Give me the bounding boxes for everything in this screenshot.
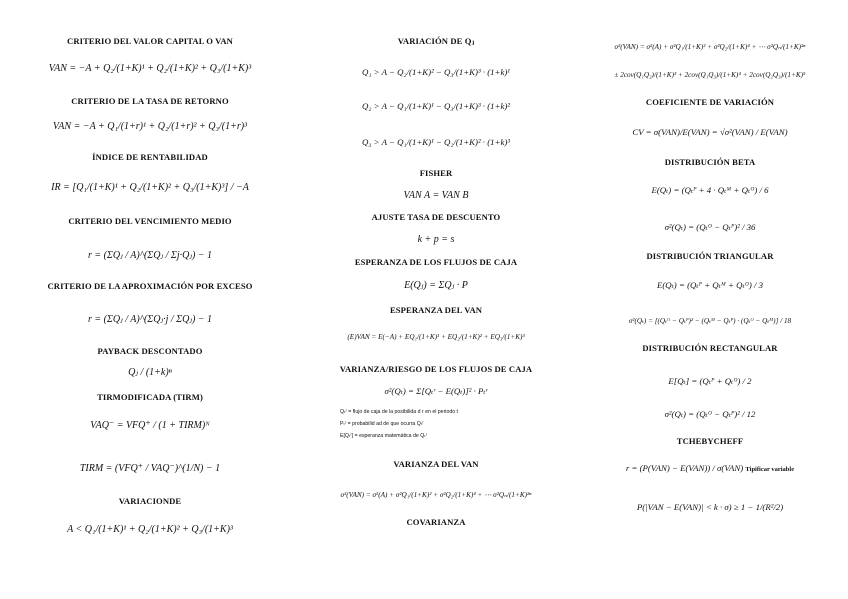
- formula-esperanza-flujos: E(Qⱼ) = ΣQⱼ · P: [404, 280, 468, 291]
- heading-van: CRITERIO DEL VALOR CAPITAL O VAN: [67, 36, 233, 46]
- heading-vencimiento-medio: CRITERIO DEL VENCIMIENTO MEDIO: [68, 216, 232, 226]
- heading-varianza-van: VARIANZA DEL VAN: [393, 459, 479, 469]
- formula-coeficiente-variacion: CV = σ(VAN)/E(VAN) = √σ²(VAN) / E(VAN): [632, 127, 788, 137]
- formula-covarianza-1: σ²(VAN) = σ²(A) + σ²Q₁/(1+K)² + σ²Q₂/(1+K)⁴ + ⋯ σ²Qₙ/(1+K)²ⁿ: [614, 43, 806, 51]
- heading-tchebycheff: TCHEBYCHEFF: [676, 436, 744, 446]
- formula-fisher: VAN A = VAN B: [403, 190, 469, 201]
- heading-indice-rentabilidad: ÍNDICE DE RENTABILIDAD: [92, 152, 208, 162]
- formula-rectangular-varianza: σ²(Qₜ) = (Qₜᴼ − Qₜᴾ)² / 12: [664, 409, 756, 419]
- formula-tchebycheff-tipificar: [572, 463, 848, 473]
- heading-aproximacion-exceso: CRITERIO DE LA APROXIMACIÓN POR EXCESO: [47, 281, 253, 291]
- heading-varianza-flujos: VARIANZA/RIESGO DE LOS FLUJOS DE CAJA: [339, 364, 533, 374]
- formula-varianza-van: σ²(VAN) = σ²(A) + σ²Q₁/(1+K)² + σ²Q₂/(1+K)⁴ + ⋯ σ²Qₙ/(1+K)²ⁿ: [340, 491, 532, 499]
- heading-coeficiente-variacion: COEFICIENTE DE VARIACIÓN: [645, 97, 775, 107]
- note-esperanza: E[Qₜʳ] = esperanza matemática de Qₜʳ: [340, 433, 428, 439]
- formula-tasa-retorno: VAN = −A + Q₁/(1+r)¹ + Q₂/(1+r)² + Q₃/(1+r)³: [52, 121, 248, 132]
- formula-beta-esperanza: E(Qₜ) = (Qₜᴾ + 4 · Qₜᴹ + Qₜᴼ) / 6: [651, 185, 769, 195]
- formula-covarianza-2: ± 2cov(Q₁Q₂)/(1+K)³ + 2cov(Q₁Q₃)/(1+K)⁴ + 2cov(Q₂Q₃)/(1+K)⁵: [614, 71, 806, 79]
- formula-esperanza-van: (E)VAN = E(−A) + EQ₁/(1+K)¹ + EQ₂/(1+K)² + EQ₃/(1+K)³: [347, 333, 525, 341]
- note-flujo-caja: Qₜʳ = flujo de caja de la posibilida d r en el periodo t: [340, 409, 458, 415]
- heading-distribucion-rectangular: DISTRIBUCIÓN RECTANGULAR: [642, 343, 778, 353]
- heading-esperanza-flujos: ESPERANZA DE LOS FLUJOS DE CAJA: [354, 257, 518, 267]
- heading-ajuste-tasa: AJUSTE TASA DE DESCUENTO: [371, 212, 501, 222]
- heading-tasa-retorno: CRITERIO DE LA TASA DE RETORNO: [71, 96, 229, 106]
- formula-tchebycheff-desigualdad: P(|VAN − E(VAN)| < k · σ) ≥ 1 − 1/(R²/2): [636, 502, 784, 512]
- tipificar-label: Tipificar variable: [745, 466, 795, 473]
- heading-distribucion-beta: DISTRIBUCIÓN BETA: [664, 157, 756, 167]
- heading-fisher: FISHER: [419, 168, 453, 178]
- formula-tirm-1: VAQ⁻ = VFQ⁺ / (1 + TIRM)ᴺ: [90, 420, 210, 431]
- formula-tirm-2: TIRM = (VFQ⁺ / VAQ⁻)^(1/N) − 1: [79, 463, 221, 474]
- note-probabilidad: Pₜʳ = probabilid ad de que ocurra Qₜʳ: [340, 421, 424, 427]
- formula-q2: Q₂ > A − Q₁/(1+K)¹ − Q₃/(1+K)³ · (1+k)²: [362, 101, 510, 111]
- formula-indice-rentabilidad: IR = [Q₁/(1+K)¹ + Q₂/(1+K)² + Q₃/(1+K)³] / −A: [51, 182, 249, 193]
- formula-variacion: A < Q₁/(1+K)¹ + Q₂/(1+K)² + Q₃/(1+K)³: [67, 524, 233, 535]
- formula-payback: Qⱼ / (1+k)ⁿ: [128, 367, 172, 378]
- formula-beta-varianza: σ²(Qₜ) = (Qₜᴼ − Qₜᴾ)² / 36: [664, 222, 756, 232]
- formula-vencimiento-medio: r = (ΣQⱼ / A)^(ΣQⱼ / Σj·Qⱼ) − 1: [87, 250, 213, 261]
- formula-q3: Q₃ > A − Q₁/(1+K)¹ − Q₂/(1+K)² · (1+k)³: [362, 137, 510, 147]
- heading-distribucion-triangular: DISTRIBUCIÓN TRIANGULAR: [646, 251, 774, 261]
- formula-triangular-varianza: σ²(Qₜ) = [(Qₜᴼ − Qₜᴾ)² − (Qₜᴹ − Qₜᴾ) · (Qₜᴼ − Qₜᴹ)] / 18: [628, 317, 792, 325]
- formula-q1: Q₁ > A − Q₂/(1+K)² − Q₃/(1+K)³ · (1+k)¹: [362, 67, 510, 77]
- formula-rectangular-esperanza: E[Qₜ] = (Qₜᴾ + Qₜᴼ) / 2: [668, 376, 752, 386]
- heading-esperanza-van: ESPERANZA DEL VAN: [389, 305, 483, 315]
- heading-tirm: TIRMODIFICADA (TIRM): [97, 392, 203, 402]
- formula-triangular-esperanza: E(Qₜ) = (Qₜᴾ + Qₜᴹ + Qₜᴼ) / 3: [656, 280, 764, 290]
- heading-variacion: VARIACIONDE: [118, 496, 182, 506]
- heading-covarianza: COVARIANZA: [406, 517, 466, 527]
- formula-tipificar: r = (P(VAN) − E(VAN)) / σ(VAN): [625, 463, 744, 473]
- formula-ajuste-tasa: k + p = s: [417, 234, 455, 245]
- heading-payback: PAYBACK DESCONTADO: [97, 346, 203, 356]
- formula-varianza-flujos: σ²(Qₜ) = Σ[Qₜʳ − E(Qₜ)]² · Pₜʳ: [384, 386, 488, 396]
- heading-variacion-qj: VARIACIÓN DE Qⱼ: [397, 36, 475, 46]
- formula-aproximacion-exceso: r = (ΣQⱼ / A)^(ΣQⱼ·j / ΣQⱼ) − 1: [87, 314, 213, 325]
- formula-van: VAN = −A + Q₂/(1+K)¹ + Q₂/(1+K)² + Q₃/(1+K)³: [48, 63, 252, 74]
